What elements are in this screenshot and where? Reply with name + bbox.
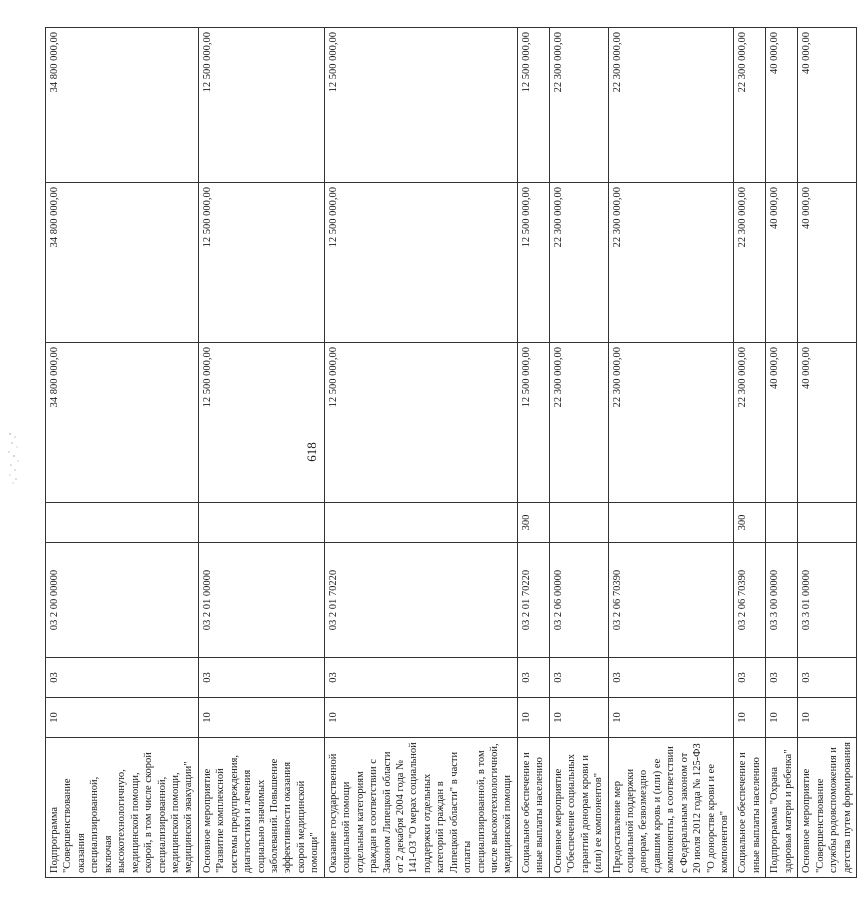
- subsection-cell: 03: [517, 657, 549, 697]
- expense-type-cell: [46, 502, 199, 542]
- row-name-cell: Подпрограмма "Охрана здоровья матери и ребенка": [766, 737, 798, 877]
- amount-cell-1: 12 500 000,00: [517, 342, 549, 502]
- section-cell: 10: [549, 697, 608, 737]
- amount-cell-1: 22 300 000,00: [549, 342, 608, 502]
- target-code-cell: 03 2 01 70220: [324, 542, 517, 657]
- section-cell: 10: [734, 697, 766, 737]
- table-row: [608, 27, 734, 877]
- section-cell: 10: [517, 697, 549, 737]
- amount-cell-2: 22 300 000,00: [549, 182, 608, 342]
- target-code-cell: 03 3 01 00000: [798, 542, 857, 657]
- amount-cell-3: 22 300 000,00: [549, 27, 608, 182]
- subsection-cell: 03: [608, 657, 734, 697]
- table-row: [734, 27, 766, 877]
- subsection-cell: 03: [734, 657, 766, 697]
- amount-cell-1: 34 800 000,00: [46, 342, 199, 502]
- row-name-cell: Социальное обеспечение и иные выплаты населению: [734, 737, 766, 877]
- budget-table: [45, 27, 857, 878]
- target-code-cell: 03 2 00 00000: [46, 542, 199, 657]
- row-name-cell: Подпрограмма "Совершенствование оказания специализированной, включая высокотехнологичную, медицинской помощи, скорой, в том числе скорой специализированной, медицинской помощи, медицинской эвакуации": [46, 737, 199, 877]
- amount-cell-3: 12 500 000,00: [517, 27, 549, 182]
- target-code-cell: 03 2 01 00000: [198, 542, 324, 657]
- amount-cell-2: 40 000,00: [766, 182, 798, 342]
- row-name-cell: Предоставление мер социальной поддержки донорам, безвозмездно сдавшим кровь и (или) ее компоненты, в соответствии с Федеральным законом от 20 июля 2012 года № 125-ФЗ "О донорстве крови и ее компонентов": [608, 737, 734, 877]
- amount-cell-1: 12 500 000,00: [198, 342, 324, 502]
- subsection-cell: 03: [198, 657, 324, 697]
- target-code-cell: 03 2 06 00000: [549, 542, 608, 657]
- subsection-cell: 03: [46, 657, 199, 697]
- amount-cell-1: 40 000,00: [798, 342, 857, 502]
- amount-cell-3: 12 500 000,00: [324, 27, 517, 182]
- expense-type-cell: [766, 502, 798, 542]
- row-name-cell: Основное мероприятие "Обеспечение социальных гарантий донорам крови и (или) ее компонентов": [549, 737, 608, 877]
- section-cell: 10: [798, 697, 857, 737]
- target-code-cell: 03 2 06 70390: [608, 542, 734, 657]
- table-row: [517, 27, 549, 877]
- target-code-cell: 03 2 01 70220: [517, 542, 549, 657]
- amount-cell-1: 12 500 000,00: [324, 342, 517, 502]
- row-name-cell: Основное мероприятие "Развитие комплексной системы предупреждения, диагностики и лечения социально значимых заболеваний. Повышение эффективности оказания скорой медицинской помощи": [198, 737, 324, 877]
- amount-cell-1: 22 300 000,00: [608, 342, 734, 502]
- amount-cell-1: 22 300 000,00: [734, 342, 766, 502]
- subsection-cell: 03: [549, 657, 608, 697]
- amount-cell-3: 22 300 000,00: [734, 27, 766, 182]
- expense-type-cell: 300: [517, 502, 549, 542]
- section-cell: 10: [608, 697, 734, 737]
- expense-type-cell: 300: [734, 502, 766, 542]
- scan-smudge: [6, 428, 22, 488]
- amount-cell-2: 40 000,00: [798, 182, 857, 342]
- expense-type-cell: [798, 502, 857, 542]
- expense-type-cell: [608, 502, 734, 542]
- table-row: [324, 27, 517, 877]
- section-cell: 10: [766, 697, 798, 737]
- amount-cell-3: 22 300 000,00: [608, 27, 734, 182]
- amount-cell-2: 12 500 000,00: [517, 182, 549, 342]
- amount-cell-3: 34 800 000,00: [46, 27, 199, 182]
- row-name-cell: Социальное обеспечение и иные выплаты населению: [517, 737, 549, 877]
- section-cell: 10: [198, 697, 324, 737]
- rotated-sheet: [45, 28, 853, 878]
- table-row: [798, 27, 857, 877]
- target-code-cell: 03 2 06 70390: [734, 542, 766, 657]
- expense-type-cell: [324, 502, 517, 542]
- table-row: [766, 27, 798, 877]
- expense-type-cell: [549, 502, 608, 542]
- subsection-cell: 03: [324, 657, 517, 697]
- amount-cell-2: 22 300 000,00: [734, 182, 766, 342]
- amount-cell-2: 12 500 000,00: [198, 182, 324, 342]
- row-name-cell: Основное мероприятие "Совершенствование службы родовспоможения и детства путем формирования: [798, 737, 857, 877]
- table-row: [549, 27, 608, 877]
- amount-cell-2: 34 800 000,00: [46, 182, 199, 342]
- table-row: [198, 27, 324, 877]
- amount-cell-2: 22 300 000,00: [608, 182, 734, 342]
- table-row: [46, 27, 199, 877]
- amount-cell-2: 12 500 000,00: [324, 182, 517, 342]
- subsection-cell: 03: [766, 657, 798, 697]
- amount-cell-3: 12 500 000,00: [198, 27, 324, 182]
- amount-cell-3: 40 000,00: [766, 27, 798, 182]
- target-code-cell: 03 3 00 00000: [766, 542, 798, 657]
- row-name-cell: Оказание государственной социальной помощи отдельным категориям граждан в соответствии с Законом Липецкой области от 2 декабря 2004 года № 141-ОЗ "О мерах социальной поддержки отдельных категорий граждан в Липецкой области" в части оплаты специализированной, в том числе высокотехнологичной, медицинской помощи: [324, 737, 517, 877]
- section-cell: 10: [324, 697, 517, 737]
- amount-cell-1: 40 000,00: [766, 342, 798, 502]
- section-cell: 10: [46, 697, 199, 737]
- page-number: 618: [304, 442, 319, 462]
- expense-type-cell: [198, 502, 324, 542]
- amount-cell-3: 40 000,00: [798, 27, 857, 182]
- subsection-cell: 03: [798, 657, 857, 697]
